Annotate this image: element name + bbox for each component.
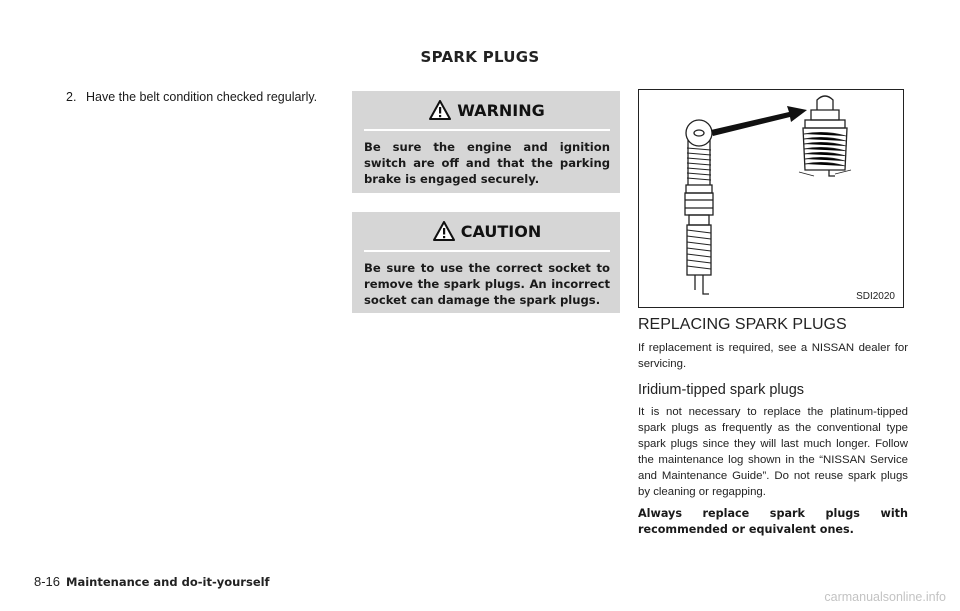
caution-box xyxy=(352,212,620,313)
iridium-bold-note: Always replace spark plugs with recommended or equivalent ones. xyxy=(638,507,908,536)
warning-box xyxy=(352,91,620,193)
spark-plug-figure xyxy=(638,89,904,308)
list-item xyxy=(66,90,336,104)
list-number: 2. xyxy=(66,90,77,104)
figure-code: SDI2020 xyxy=(856,291,895,302)
iridium-text: It is not necessary to replace the platinum-tipped spark plugs as frequently as the conventional type spark plugs since they will last much longer. Follow the maintenance log shown in the “NISSAN Service and Maintenance Guide”. Do not reuse spark plugs by cleaning or regapping. xyxy=(638,406,908,498)
chapter-title: Maintenance and do-it-yourself xyxy=(66,575,270,589)
warning-header xyxy=(364,91,610,131)
warning-triangle-icon xyxy=(429,100,451,120)
watermark: carmanualsonline.info xyxy=(824,590,946,604)
list-text: Have the belt condition checked regularly. xyxy=(86,90,318,104)
spark-plug-illustration xyxy=(639,90,902,306)
warning-triangle-icon xyxy=(433,221,455,241)
iridium-heading: Iridium-tipped spark plugs xyxy=(638,382,805,398)
caution-title: CAUTION xyxy=(460,221,542,241)
replacing-heading: REPLACING SPARK PLUGS xyxy=(638,316,847,333)
section-title: SPARK PLUGS xyxy=(420,48,540,66)
replacing-text: If replacement is required, see a NISSAN dealer for servicing. xyxy=(638,342,908,370)
page-number: 8-16 xyxy=(34,574,61,589)
caution-header xyxy=(364,212,610,252)
warning-text: Be sure the engine and ignition switch are off and that the parking brake is engaged securely. xyxy=(364,140,610,186)
caution-text: Be sure to use the correct socket to remove the spark plugs. An incorrect socket can damage the spark plugs. xyxy=(364,261,610,307)
page-footer xyxy=(34,574,270,589)
warning-title: WARNING xyxy=(457,100,545,120)
replacing-section xyxy=(638,316,908,538)
